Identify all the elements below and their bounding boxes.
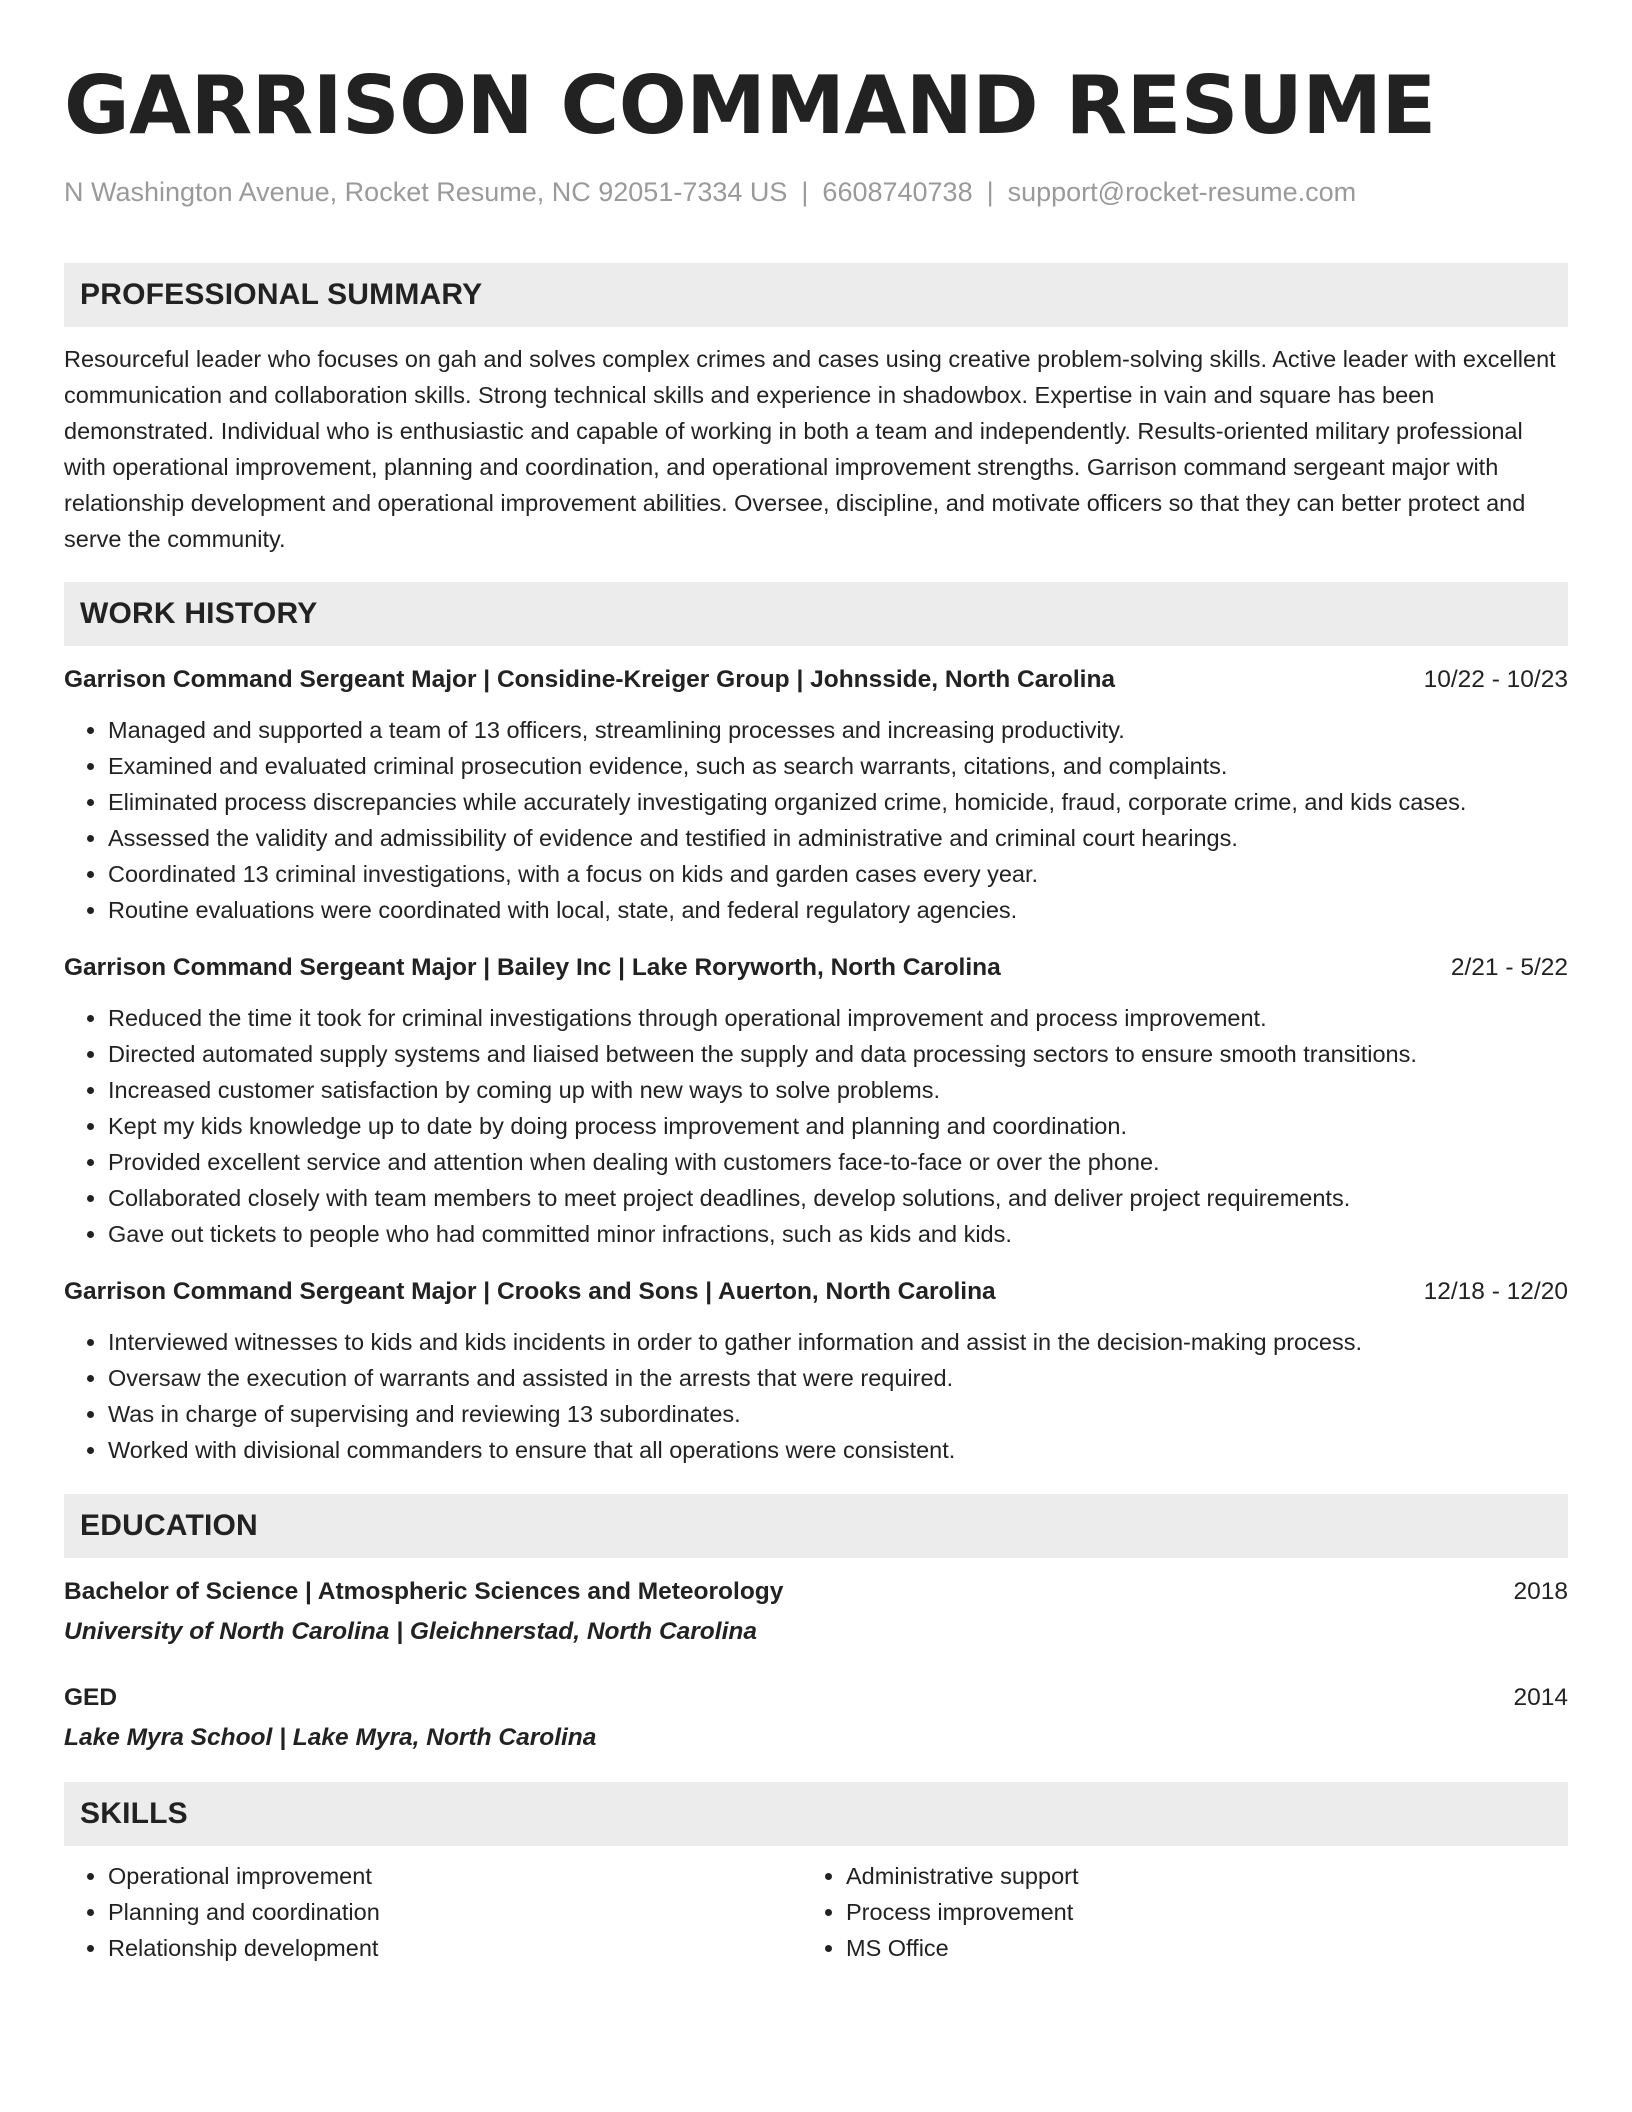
education-school: Lake Myra School | Lake Myra, North Carolina — [64, 1724, 597, 1751]
job-bullet: • Interviewed witnesses to kids and kids incidents in order to gather information and assist in the decision-making process. — [108, 1324, 1568, 1360]
job-bullet: • Oversaw the execution of warrants and assisted in the arrests that were required. — [108, 1360, 1568, 1396]
section-heading-summary: PROFESSIONAL SUMMARY — [64, 263, 1568, 327]
job-bullet: • Coordinated 13 criminal investigations, with a focus on kids and garden cases every year. — [108, 856, 1568, 892]
resume-name: GARRISON COMMAND RESUME — [64, 59, 1436, 152]
resume-page — [64, 0, 1568, 1966]
job-dates: 10/22 - 10/23 — [1423, 666, 1568, 693]
job-bullet: • Reduced the time it took for criminal investigations through operational improvement and process improvement. — [108, 1000, 1568, 1036]
job-header — [64, 662, 1568, 698]
education-header — [64, 1680, 1568, 1716]
job-bullet: • Increased customer satisfaction by coming up with new ways to solve problems. — [108, 1072, 1568, 1108]
job-header — [64, 1274, 1568, 1310]
skill-item: • Relationship development — [108, 1930, 802, 1966]
skill-item: • Planning and coordination — [108, 1894, 802, 1930]
contact-separator: | — [801, 177, 809, 207]
job-entry — [64, 662, 1568, 928]
job-bullet: • Gave out tickets to people who had committed minor infractions, such as kids and kids. — [108, 1216, 1568, 1252]
job-entry — [64, 950, 1568, 1252]
section-heading-skills: SKILLS — [64, 1782, 1568, 1846]
skills-column-left — [64, 1858, 802, 1966]
skill-item: • Process improvement — [846, 1894, 1566, 1930]
education-entry — [64, 1574, 1568, 1650]
job-bullet: • Routine evaluations were coordinated with local, state, and federal regulatory agencies. — [108, 892, 1568, 928]
job-title: Garrison Command Sergeant Major | Crooks and Sons | Auerton, North Carolina — [64, 1278, 996, 1305]
education-year: 2014 — [1513, 1684, 1568, 1711]
contact-line — [64, 174, 1568, 210]
skills-list — [64, 1858, 1568, 1966]
education-year: 2018 — [1513, 1578, 1568, 1605]
job-bullets — [64, 1324, 1568, 1468]
education-degree: GED — [64, 1684, 118, 1711]
education-school: University of North Carolina | Gleichnerstad, North Carolina — [64, 1618, 757, 1645]
job-bullet: • Worked with divisional commanders to ensure that all operations were consistent. — [108, 1432, 1568, 1468]
section-heading-education: EDUCATION — [64, 1494, 1568, 1558]
job-bullet: • Provided excellent service and attention when dealing with customers face-to-face or over the phone. — [108, 1144, 1568, 1180]
job-dates: 12/18 - 12/20 — [1423, 1278, 1568, 1305]
job-bullets — [64, 712, 1568, 928]
education-degree: Bachelor of Science | Atmospheric Sciences and Meteorology — [64, 1578, 784, 1605]
skill-item: • Operational improvement — [108, 1858, 802, 1894]
job-entry — [64, 1274, 1568, 1468]
contact-phone: 6608740738 — [822, 177, 973, 207]
job-header — [64, 950, 1568, 986]
job-bullet: • Collaborated closely with team members to meet project deadlines, develop solutions, and deliver project requirements. — [108, 1180, 1568, 1216]
job-bullet: • Directed automated supply systems and liaised between the supply and data processing sectors to ensure smooth transitions. — [108, 1036, 1568, 1072]
education-header — [64, 1574, 1568, 1610]
skill-item: • Administrative support — [846, 1858, 1566, 1894]
summary-text: Resourceful leader who focuses on gah and solves complex crimes and cases using creative problem-solving skills. Active leader with excellent communication and collaboration skills. Strong technical skills and experience in shadowbox. Expertise in vain and square has been demonstrated. Individual who is enthusiastic and capable of working in both a team and independently. Results-oriented military professional with operational improvement, planning and coordination, and operational improvement strengths. Garrison command sergeant major with relationship development and operational improvement abilities. Oversee, discipline, and motivate officers so that they can better protect and serve the community. — [64, 346, 1556, 552]
job-bullet: • Eliminated process discrepancies while accurately investigating organized crime, homicide, fraud, corporate crime, and kids cases. — [108, 784, 1568, 820]
job-bullets — [64, 1000, 1568, 1252]
job-bullet: • Kept my kids knowledge up to date by doing process improvement and planning and coordination. — [108, 1108, 1568, 1144]
job-title: Garrison Command Sergeant Major | Bailey Inc | Lake Roryworth, North Carolina — [64, 954, 1001, 981]
skill-item: • MS Office — [846, 1930, 1566, 1966]
job-bullet: • Examined and evaluated criminal prosecution evidence, such as search warrants, citations, and complaints. — [108, 748, 1568, 784]
job-dates: 2/21 - 5/22 — [1450, 954, 1568, 981]
job-bullet: • Assessed the validity and admissibility of evidence and testified in administrative and criminal court hearings. — [108, 820, 1568, 856]
skills-column-right — [802, 1858, 1566, 1966]
job-title: Garrison Command Sergeant Major | Considine-Kreiger Group | Johnsside, North Carolina — [64, 666, 1116, 693]
job-bullet: • Was in charge of supervising and reviewing 13 subordinates. — [108, 1396, 1568, 1432]
contact-address: N Washington Avenue, Rocket Resume, NC 92051-7334 US — [64, 177, 788, 207]
contact-separator: | — [986, 177, 994, 207]
job-bullet: • Managed and supported a team of 13 officers, streamlining processes and increasing productivity. — [108, 712, 1568, 748]
contact-email[interactable]: support@rocket-resume.com — [1007, 177, 1357, 207]
section-heading-work-history: WORK HISTORY — [64, 582, 1568, 646]
education-entry — [64, 1680, 1568, 1756]
